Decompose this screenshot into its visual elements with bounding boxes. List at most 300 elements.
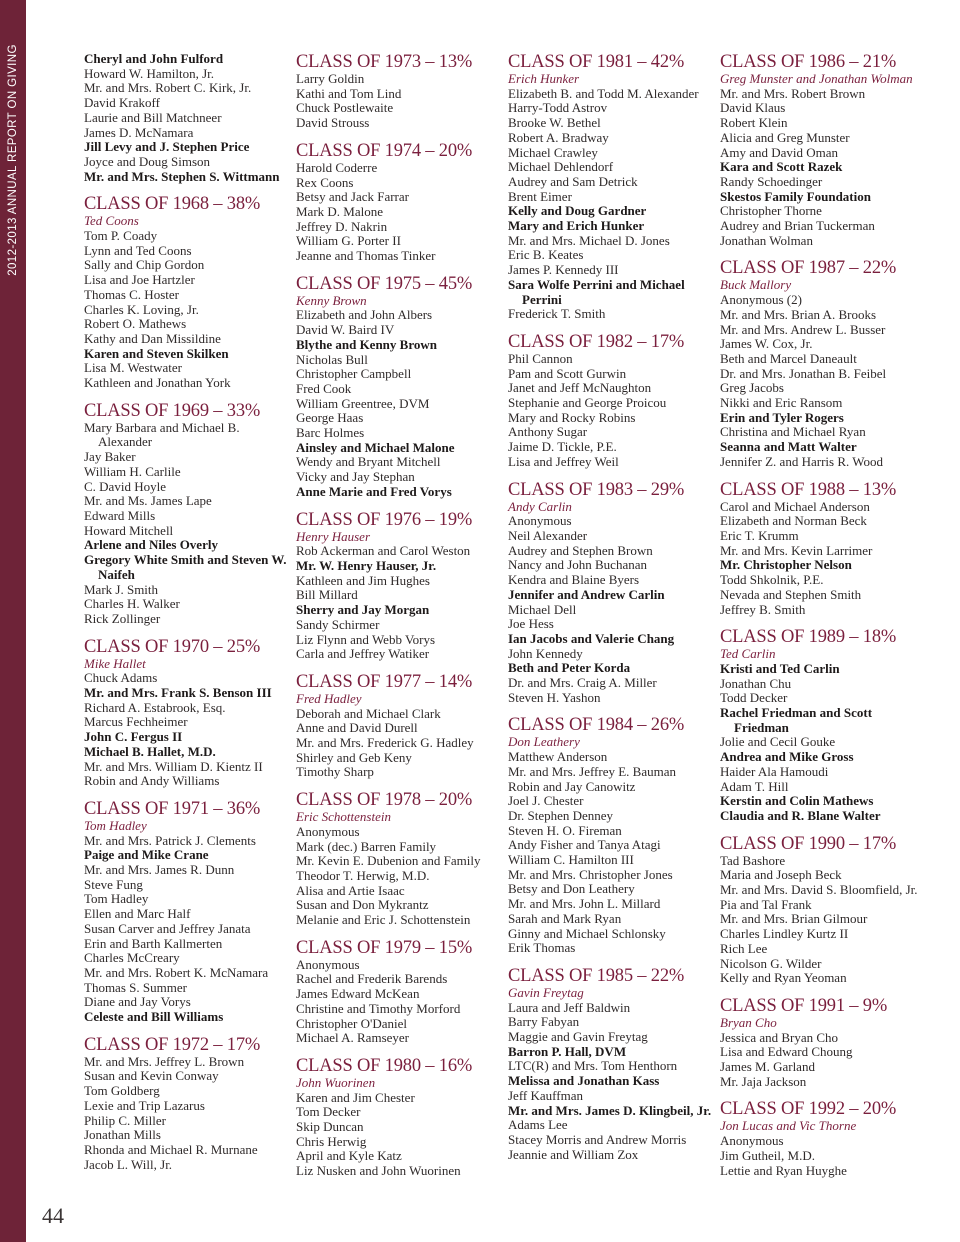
donor-name: Chuck Adams	[84, 670, 158, 686]
donor-name: Jaime D. Tickle, P.E.	[508, 439, 617, 455]
class-section	[508, 480, 713, 706]
donor-name: April and Kyle Katz	[296, 1148, 402, 1164]
donor-columns	[0, 52, 960, 1202]
donor-name: Robert A. Bradway	[508, 129, 609, 145]
class-heading: CLASS OF 1970 – 25%	[84, 636, 261, 657]
donor-name: Phil Cannon	[508, 350, 573, 366]
donor-name: Anonymous	[296, 956, 360, 972]
donor-name: Anonymous	[720, 1133, 784, 1149]
donor-name: Jay Baker	[84, 449, 136, 465]
donor-name: Steven H. Yashon	[508, 689, 601, 705]
donor-name: Stephanie and George Proicou	[508, 395, 667, 411]
donor-name: Kendra and Blaine Byers	[508, 572, 640, 588]
class-representative: Jon Lucas and Vic Thorne	[720, 1118, 857, 1134]
donor-name: Erin and Barth Kallmerten	[84, 935, 223, 951]
donor-name: Jennifer and Andrew Carlin	[508, 586, 665, 602]
class-heading: CLASS OF 1992 – 20%	[720, 1099, 897, 1120]
donor-name: John C. Fergus II	[84, 729, 183, 745]
donor-name: Anonymous	[508, 513, 572, 529]
class-section	[296, 52, 501, 131]
donor-name: Bill Millard	[296, 587, 358, 603]
donor-name: Kelly and Doug Gardner	[508, 203, 647, 219]
report-title: 2012-2013 ANNUAL REPORT ON GIVING	[7, 44, 19, 276]
donor-name: Anonymous (2)	[720, 292, 802, 308]
class-section	[296, 672, 501, 780]
donor-name: Kelly and Ryan Yeoman	[720, 970, 847, 986]
donor-name: Brent Eimer	[508, 188, 572, 204]
donor-name: Celeste and Bill Williams	[84, 1009, 224, 1025]
donor-name: Sara Wolfe Perrini and Michael Perrini	[508, 276, 685, 307]
donor-name: Michael B. Hallet, M.D.	[84, 743, 216, 759]
class-section	[720, 480, 925, 618]
donor-name: Michael Dehlendorf	[508, 159, 614, 175]
class-section	[296, 274, 501, 500]
donor-name: Maria and Joseph Beck	[720, 867, 842, 883]
donor-name: Mr. and Mrs. William D. Kientz II	[84, 758, 263, 774]
donor-name: Ian Jacobs and Valerie Chang	[508, 630, 675, 646]
class-representative: Kenny Brown	[296, 292, 367, 308]
donor-name: Elizabeth and Norman Beck	[720, 513, 867, 529]
donor-name: James M. Garland	[720, 1059, 815, 1075]
donor-name: Brooke W. Bethel	[508, 115, 601, 131]
donor-name: Blythe and Kenny Brown	[296, 336, 437, 352]
donor-name: Pia and Tal Frank	[720, 896, 812, 912]
donor-name: Lisa and Edward Choung	[720, 1044, 853, 1060]
donor-name: Greg Jacobs	[720, 380, 784, 396]
donor-name: Mr. and Mrs. Frank S. Benson III	[84, 685, 272, 701]
donor-name: Tom Hadley	[84, 891, 149, 907]
donor-name: Joe Hess	[508, 616, 554, 632]
donor-name: Cheryl and John Fulford	[84, 51, 224, 66]
donor-name: LTC(R) and Mrs. Tom Henthorn	[508, 1058, 678, 1074]
class-section	[720, 258, 925, 469]
donor-name: Howard W. Hamilton, Jr.	[84, 65, 214, 81]
donor-name: William C. Hamilton III	[508, 852, 634, 868]
class-heading: CLASS OF 1984 – 26%	[508, 715, 685, 736]
class-representative: John Wuorinen	[296, 1074, 376, 1090]
class-heading: CLASS OF 1979 – 15%	[296, 937, 473, 958]
donor-name: Jolie and Cecil Gouke	[720, 734, 836, 750]
class-representative: Buck Mallory	[720, 277, 792, 293]
donor-name: Tad Bashore	[720, 852, 786, 868]
donor-name: Jeffrey D. Nakrin	[296, 218, 388, 234]
class-representative: Mike Hallet	[84, 655, 146, 671]
donor-name: Edward Mills	[84, 507, 156, 523]
class-section	[84, 799, 289, 1025]
class-heading: CLASS OF 1973 – 13%	[296, 52, 473, 72]
donor-name: Mr. and Mrs. Michael D. Jones	[508, 232, 670, 248]
donor-name: Alisa and Artie Isaac	[296, 882, 405, 898]
donor-name: Susan and Don Mykrantz	[296, 897, 429, 913]
donor-name: Pam and Scott Gurwin	[508, 365, 627, 381]
class-section	[296, 1056, 501, 1179]
donor-name: Howard Mitchell	[84, 522, 174, 538]
donor-name: Shirley and Geb Keny	[296, 749, 412, 765]
class-section	[84, 637, 289, 789]
donor-name: Rex Coons	[296, 174, 354, 190]
donor-name: Harold Coderre	[296, 159, 378, 175]
donor-name: Charles K. Loving, Jr.	[84, 301, 199, 317]
donor-name: Dr. Stephen Denney	[508, 807, 614, 823]
donor-name: William G. Porter II	[296, 233, 401, 249]
class-heading: CLASS OF 1968 – 38%	[84, 194, 261, 215]
donor-name: Todd Shkolnik, P.E.	[720, 572, 824, 588]
donor-name: Mr. and Mrs. Brian A. Brooks	[720, 306, 876, 322]
donor-name: Mr. and Mrs. Kevin Larrimer	[720, 542, 873, 558]
donor-name: Jonathan Mills	[84, 1127, 161, 1143]
donor-name: Lisa and Joe Hartzler	[84, 272, 195, 288]
donor-name: Steve Fung	[84, 876, 143, 892]
class-representative: Fred Hadley	[296, 690, 362, 706]
donor-name: Gregory White Smith and Steven W. Naifeh	[84, 552, 287, 582]
donor-name: James P. Kennedy III	[508, 262, 619, 278]
donor-name: Sandy Schirmer	[296, 616, 380, 632]
class-section	[720, 52, 925, 248]
donor-name: Eric T. Krumm	[720, 527, 799, 543]
class-heading: CLASS OF 1980 – 16%	[296, 1055, 473, 1076]
donor-name: Jeff Kauffman	[508, 1087, 583, 1103]
class-section	[84, 194, 289, 390]
donor-name: Ginny and Michael Schlonsky	[508, 925, 666, 941]
class-representative: Gavin Freytag	[508, 984, 584, 1000]
class-heading: CLASS OF 1987 – 22%	[720, 258, 897, 279]
donor-name: James Edward McKean	[296, 986, 420, 1002]
donor-name: James W. Cox, Jr.	[720, 336, 813, 352]
donor-name: Elizabeth and John Albers	[296, 307, 433, 323]
class-heading: CLASS OF 1989 – 18%	[720, 627, 897, 648]
donor-name: Joyce and Doug Simson	[84, 153, 211, 169]
class-section	[84, 401, 289, 627]
donor-name: Marcus Fechheimer	[84, 714, 188, 730]
donor-name: Rick Zollinger	[84, 610, 161, 626]
class-section	[720, 627, 925, 823]
donor-name: Kerstin and Colin Mathews	[720, 793, 874, 809]
donor-name: Sherry and Jay Morgan	[296, 602, 430, 618]
donor-name: Christina and Michael Ryan	[720, 424, 866, 440]
column-1	[84, 52, 289, 1182]
column-3	[508, 52, 713, 1172]
donor-name: Michael Crawley	[508, 144, 598, 160]
donor-name: Steven H. O. Fireman	[508, 822, 622, 838]
donor-name: David Klaus	[720, 100, 786, 116]
donor-name: David Strouss	[296, 115, 370, 131]
donor-name: Adam T. Hill	[720, 778, 789, 794]
donor-name: Maggie and Gavin Freytag	[508, 1029, 648, 1045]
donor-name: Barc Holmes	[296, 425, 365, 441]
donor-name: Mr. and Mrs. Jeffrey E. Bauman	[508, 763, 677, 779]
donor-name: Mr. Christopher Nelson	[720, 557, 852, 573]
donor-name: Kathleen and Jonathan York	[84, 375, 231, 391]
donor-name: Liz Nusken and John Wuorinen	[296, 1163, 461, 1179]
class-heading: CLASS OF 1985 – 22%	[508, 965, 685, 986]
donor-name: Laura and Jeff Baldwin	[508, 999, 631, 1015]
donor-name: Mr. and Mrs. Patrick J. Clements	[84, 832, 256, 848]
donor-name: Dr. and Mrs. Craig A. Miller	[508, 675, 657, 691]
class-representative: Greg Munster and Jonathan Wolman	[720, 71, 913, 86]
donor-name: David W. Baird IV	[296, 322, 395, 338]
class-section	[296, 790, 501, 928]
donor-name: Mr. and Mrs. Robert Brown	[720, 85, 866, 101]
donor-name: Arlene and Niles Overly	[84, 537, 218, 553]
donor-name: Tom Goldberg	[84, 1083, 160, 1099]
donor-name: Paige and Mike Crane	[84, 847, 209, 863]
donor-name: Kathleen and Jim Hughes	[296, 572, 430, 588]
donor-name: Robin and Jay Canowitz	[508, 778, 636, 794]
donor-name: Lisa and Jeffrey Weil	[508, 453, 619, 469]
donor-name: Sally and Chip Gordon	[84, 257, 205, 273]
donor-name: Beth and Marcel Daneault	[720, 350, 857, 366]
donor-name: Charles H. Walker	[84, 596, 180, 612]
class-section	[84, 52, 289, 184]
donor-name: Kara and Scott Razek	[720, 159, 843, 175]
donor-name: Kathy and Dan Missildine	[84, 330, 221, 346]
class-heading: CLASS OF 1991 – 9%	[720, 995, 888, 1016]
donor-name: Christopher O'Daniel	[296, 1015, 408, 1031]
donor-name: George Haas	[296, 410, 364, 426]
donor-name: Mark D. Malone	[296, 203, 384, 219]
donor-name: Diane and Jay Vorys	[84, 994, 191, 1010]
class-section	[720, 1099, 925, 1178]
donor-name: Christine and Timothy Morford	[296, 1000, 461, 1016]
donor-name: Lisa M. Westwater	[84, 360, 182, 376]
donor-name: Andrea and Mike Gross	[720, 749, 854, 765]
donor-name: Audrey and Sam Detrick	[508, 173, 638, 189]
donor-name: Nancy and John Buchanan	[508, 557, 647, 573]
donor-name: Mr. and Mrs. Christopher Jones	[508, 866, 673, 882]
donor-name: Nevada and Stephen Smith	[720, 586, 862, 602]
donor-name: Erik Thomas	[508, 940, 576, 956]
donor-name: Amy and David Oman	[720, 144, 839, 160]
donor-name: Carla and Jeffrey Watiker	[296, 646, 430, 662]
donor-name: Chris Herwig	[296, 1133, 367, 1149]
donor-name: Mary and Rocky Robins	[508, 409, 636, 425]
donor-name: Carol and Michael Anderson	[720, 498, 870, 514]
donor-name: Anonymous	[296, 823, 360, 839]
donor-name: Timothy Sharp	[296, 764, 374, 780]
class-heading: CLASS OF 1986 – 21%	[720, 52, 897, 72]
donor-name: Mr. and Mrs. Robert C. Kirk, Jr.	[84, 80, 252, 96]
donor-name: Mr. Kevin E. Dubenion and Family	[296, 853, 481, 869]
donor-name: Mark (dec.) Barren Family	[296, 838, 437, 854]
donor-name: Mr. and Mrs. James R. Dunn	[84, 862, 235, 878]
donor-name: Lexie and Trip Lazarus	[84, 1097, 205, 1113]
class-representative: Ted Coons	[84, 213, 139, 229]
class-heading: CLASS OF 1969 – 33%	[84, 400, 261, 421]
donor-name: David Krakoff	[84, 95, 160, 111]
donor-name: Jennifer Z. and Harris R. Wood	[720, 453, 883, 469]
class-heading: CLASS OF 1983 – 29%	[508, 479, 685, 500]
donor-name: Susan and Kevin Conway	[84, 1068, 219, 1084]
donor-name: Mr. Jaja Jackson	[720, 1073, 807, 1089]
class-representative: Bryan Cho	[720, 1014, 777, 1030]
donor-name: Haider Ala Hamoudi	[720, 763, 829, 779]
class-heading: CLASS OF 1981 – 42%	[508, 52, 685, 72]
donor-name: Anne and David Durell	[296, 720, 418, 736]
donor-name: Barron P. Hall, DVM	[508, 1043, 627, 1059]
class-section	[296, 510, 501, 662]
donor-name: William Greentree, DVM	[296, 395, 430, 411]
donor-name: Matthew Anderson	[508, 749, 608, 765]
donor-name: Michael A. Ramseyer	[296, 1030, 409, 1046]
donor-name: Erin and Tyler Rogers	[720, 409, 844, 425]
donor-name: Ainsley and Michael Malone	[296, 439, 455, 455]
donor-name: Anne Marie and Fred Vorys	[296, 483, 452, 499]
donor-name: Richard A. Estabrook, Esq.	[84, 699, 226, 715]
donor-name: Mr. and Ms. James Lape	[84, 493, 212, 509]
donor-name: Todd Decker	[720, 690, 788, 706]
donor-name: Seanna and Matt Walter	[720, 439, 857, 455]
donor-name: Elizabeth B. and Todd M. Alexander	[508, 85, 699, 101]
class-representative: Henry Hauser	[296, 528, 371, 544]
donor-name: William H. Carlile	[84, 463, 181, 479]
donor-name: Jeanne and Thomas Tinker	[296, 248, 436, 264]
class-heading: CLASS OF 1976 – 19%	[296, 509, 473, 530]
class-section	[508, 715, 713, 956]
class-section	[508, 966, 713, 1162]
class-representative: Erich Hunker	[508, 71, 580, 86]
page-number: 44	[42, 1203, 64, 1228]
donor-name: Jonathan Chu	[720, 675, 792, 691]
donor-name: Lettie and Ryan Huyghe	[720, 1162, 847, 1178]
donor-name: Mark J. Smith	[84, 581, 159, 597]
donor-name: Mr. and Mrs. John L. Millard	[508, 896, 661, 912]
class-heading: CLASS OF 1974 – 20%	[296, 140, 473, 161]
class-section	[720, 996, 925, 1090]
donor-name: Thomas S. Summer	[84, 979, 187, 995]
donor-name: Deborah and Michael Clark	[296, 705, 441, 721]
donor-name: Dr. and Mrs. Jonathan B. Feibel	[720, 365, 887, 381]
class-representative: Tom Hadley	[84, 817, 147, 833]
donor-name: Frederick T. Smith	[508, 306, 606, 322]
class-heading: CLASS OF 1978 – 20%	[296, 790, 473, 811]
donor-name: Karen and Steven Skilken	[84, 345, 229, 361]
donor-name: Eric B. Keates	[508, 247, 584, 263]
donor-name: Chuck Postlewaite	[296, 100, 394, 116]
class-heading: CLASS OF 1971 – 36%	[84, 798, 261, 819]
class-heading: CLASS OF 1988 – 13%	[720, 479, 897, 500]
class-representative: Don Leathery	[508, 734, 580, 750]
donor-name: Christopher Campbell	[296, 366, 412, 382]
donor-name: Melissa and Jonathan Kass	[508, 1073, 660, 1089]
donor-name: Andy Fisher and Tanya Atagi	[508, 837, 661, 853]
class-section	[296, 938, 501, 1046]
donor-name: Ellen and Marc Half	[84, 906, 191, 922]
class-heading: CLASS OF 1975 – 45%	[296, 273, 473, 294]
donor-name: Charles Lindley Kurtz II	[720, 926, 849, 942]
donor-name: Jim Gutheil, M.D.	[720, 1147, 815, 1163]
donor-name: Stacey Morris and Andrew Morris	[508, 1132, 687, 1147]
donor-name: Liz Flynn and Webb Vorys	[296, 631, 436, 647]
donor-name: Karen and Jim Chester	[296, 1089, 415, 1105]
donor-name: Neil Alexander	[508, 527, 588, 543]
donor-name: Skestos Family Foundation	[720, 188, 871, 204]
class-section	[84, 1035, 289, 1173]
donor-name: Beth and Peter Korda	[508, 660, 631, 676]
donor-name: Nikki and Eric Ransom	[720, 395, 843, 411]
donor-name: Mr. and Mrs. Robert K. McNamara	[84, 964, 269, 980]
donor-name: Nicolson G. Wilder	[720, 955, 822, 971]
donor-name: Mr. and Mrs. David S. Bloomfield, Jr.	[720, 882, 918, 898]
donor-name: Wendy and Bryant Mitchell	[296, 454, 441, 470]
donor-name: Jeannie and William Zox	[508, 1146, 639, 1162]
donor-name: C. David Hoyle	[84, 478, 166, 494]
donor-name: Mr. and Mrs. Brian Gilmour	[720, 911, 868, 927]
donor-name: Larry Goldin	[296, 71, 365, 86]
donor-name: Tom Decker	[296, 1104, 361, 1120]
column-4	[720, 52, 925, 1188]
donor-name: Charles McCreary	[84, 950, 180, 966]
donor-name: Betsy and Jack Farrar	[296, 189, 409, 205]
donor-name: Mr. W. Henry Hauser, Jr.	[296, 557, 437, 573]
class-heading: CLASS OF 1982 – 17%	[508, 331, 685, 352]
donor-name: Jill Levy and J. Stephen Price	[84, 139, 250, 155]
class-heading: CLASS OF 1990 – 17%	[720, 833, 897, 854]
class-section	[720, 834, 925, 986]
donor-name: Michael Dell	[508, 601, 577, 617]
donor-name: Randy Schoedinger	[720, 173, 823, 189]
class-section	[296, 141, 501, 264]
donor-name: James D. McNamara	[84, 124, 194, 140]
donor-name: John Kennedy	[508, 645, 583, 661]
donor-name: Melanie and Eric J. Schottenstein	[296, 912, 471, 928]
class-heading: CLASS OF 1977 – 14%	[296, 671, 473, 692]
donor-name: Lynn and Ted Coons	[84, 242, 192, 258]
donor-name: Claudia and R. Blane Walter	[720, 807, 881, 823]
donor-name: Jeffrey B. Smith	[720, 601, 806, 617]
donor-name: Rachel Friedman and Scott Friedman	[720, 705, 873, 735]
donor-name: Robin and Andy Williams	[84, 773, 220, 789]
donor-name: Christopher Thorne	[720, 203, 822, 219]
donor-name: Skip Duncan	[296, 1119, 364, 1135]
donor-name: Mr. and Mrs. Frederick G. Hadley	[296, 735, 474, 751]
donor-name: Sarah and Mark Ryan	[508, 910, 622, 926]
donor-name: Mr. and Mrs. James D. Klingbeil, Jr.	[508, 1102, 712, 1118]
donor-name: Mr. and Mrs. Andrew L. Busser	[720, 321, 886, 337]
donor-name: Mr. and Mrs. Stephen S. Wittmann	[84, 168, 280, 184]
class-representative: Andy Carlin	[508, 498, 572, 514]
donor-name: Barry Fabyan	[508, 1014, 580, 1030]
donor-name: Mary and Erich Hunker	[508, 218, 645, 234]
donor-name: Jessica and Bryan Cho	[720, 1029, 839, 1045]
donor-name: Susan Carver and Jeffrey Janata	[84, 920, 251, 936]
donor-name: Rachel and Frederik Barends	[296, 971, 448, 987]
donor-name: Robert Klein	[720, 115, 788, 131]
class-section	[508, 52, 713, 322]
donor-name: Kristi and Ted Carlin	[720, 660, 840, 676]
class-heading: CLASS OF 1972 – 17%	[84, 1034, 261, 1055]
donor-name: Nicholas Bull	[296, 351, 368, 367]
donor-name: Laurie and Bill Matchneer	[84, 109, 222, 125]
donor-name: Janet and Jeff McNaughton	[508, 380, 652, 396]
donor-name: Betsy and Don Leathery	[508, 881, 635, 897]
donor-name: Kathi and Tom Lind	[296, 85, 402, 101]
donor-name: Jonathan Wolman	[720, 232, 813, 248]
donor-name: Adams Lee	[508, 1117, 568, 1133]
column-2	[296, 52, 501, 1189]
donor-name: Jacob L. Will, Jr.	[84, 1156, 173, 1172]
donor-name: Fred Cook	[296, 380, 352, 396]
class-representative: Eric Schottenstein	[296, 809, 391, 825]
class-representative: Ted Carlin	[720, 646, 776, 662]
donor-name: Anthony Sugar	[508, 424, 588, 440]
donor-name: Robert O. Mathews	[84, 316, 187, 332]
donor-name: Rob Ackerman and Carol Weston	[296, 543, 471, 559]
donor-name: Mr. and Mrs. Jeffrey L. Brown	[84, 1053, 245, 1069]
donor-name: Theodor T. Herwig, M.D.	[296, 867, 430, 883]
donor-name: Audrey and Stephen Brown	[508, 542, 653, 558]
donor-name: Mary Barbara and Michael B. Alexander	[84, 419, 240, 450]
donor-name: Audrey and Brian Tuckerman	[720, 218, 875, 234]
